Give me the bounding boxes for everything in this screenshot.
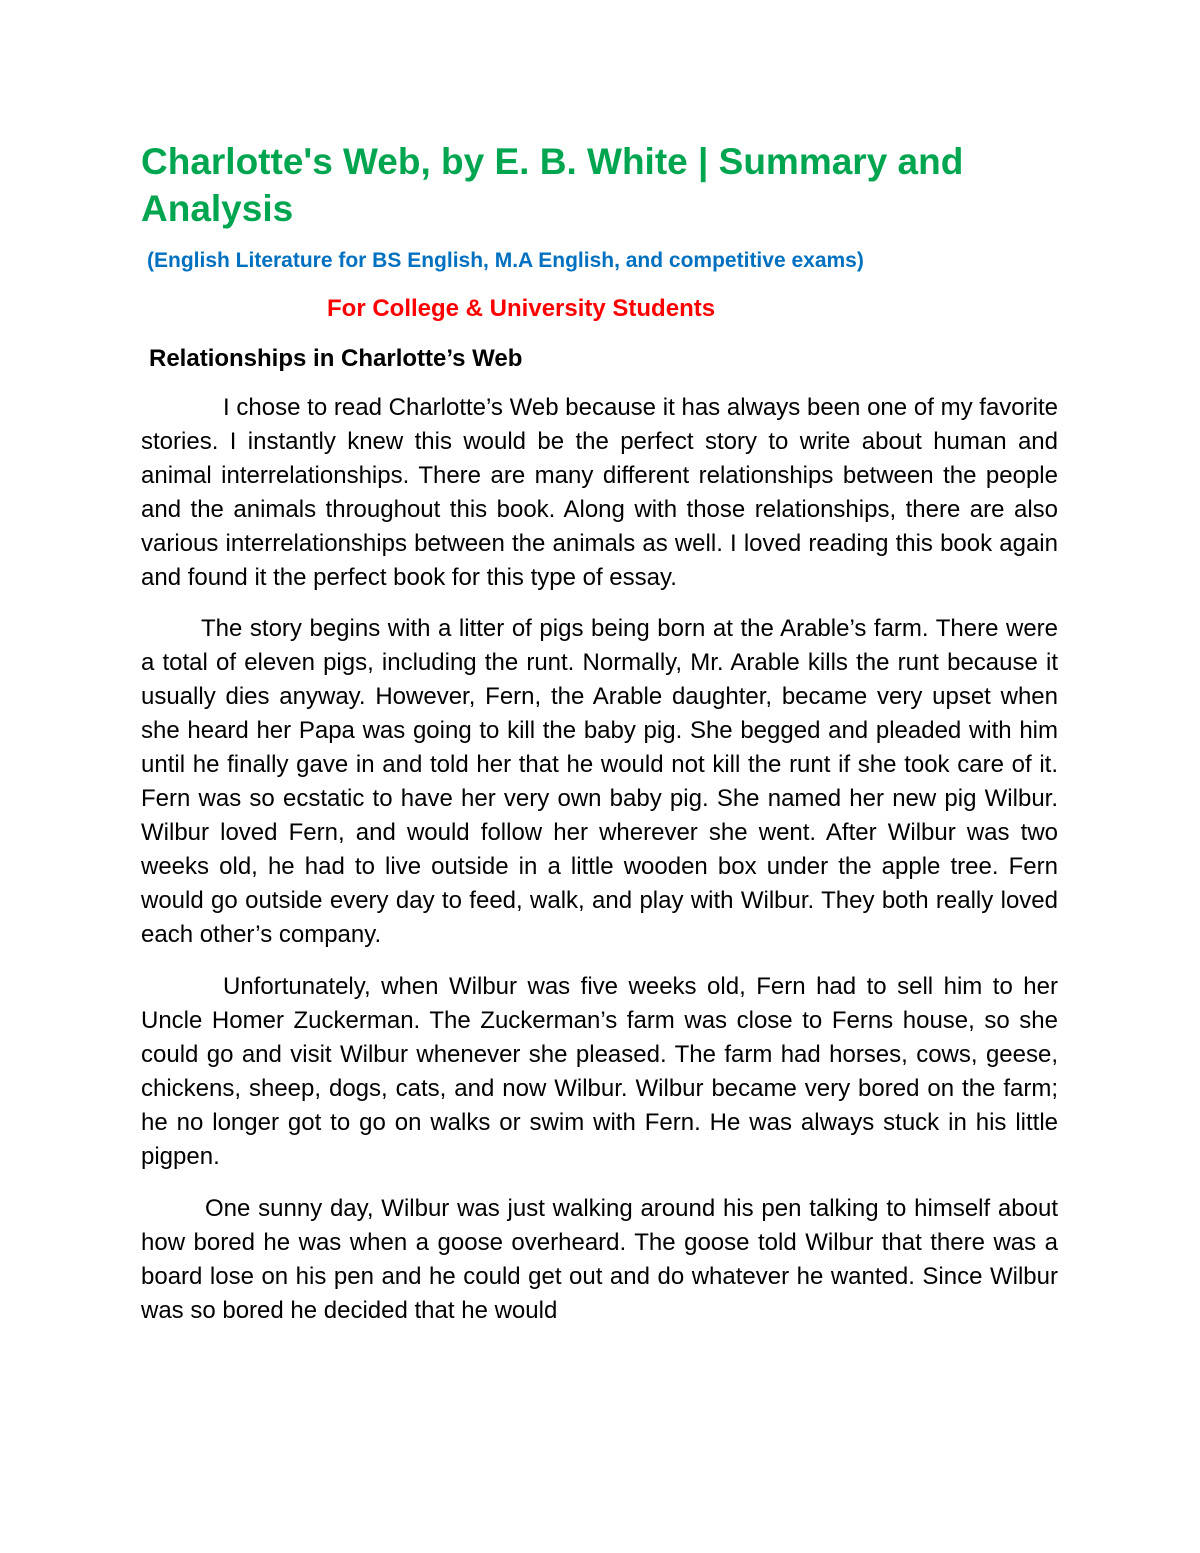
paragraph-3-emphasis: to her Uncle Homer Zuckerman. The Zuckerman’s farm was close to Ferns (141, 973, 1058, 1034)
document-page (141, 138, 1058, 1328)
paragraph-3-lead: Unfortunately, when Wilbur was five weeks old, Fern had to sell him (223, 973, 993, 1000)
section-heading: Relationships in Charlotte’s Web (149, 345, 523, 372)
paragraph-4-lead: One sunny day, Wilbur was just walking around his pen talking to (205, 1195, 907, 1222)
paragraph-2-tail: really loved each other’s company. (141, 887, 1058, 948)
paragraph-4 (141, 1192, 1058, 1328)
paragraph-1-lead: I chose to read Charlotte’s Web because it has always been one of (223, 394, 934, 421)
paragraph-1-body: my favorite stories. I instantly knew this would be the perfect story to write about human and animal interrelationships. There are many different relationships between the people and the animals throughout this book. Along with those relationships, there are also various interrelationships between the animals as well. I loved reading this book again and found it the perfect book for this type of essay. (141, 394, 1058, 591)
audience-line: For College & University Students (327, 295, 716, 322)
paragraph-2-body: There were a total of eleven pigs, including the runt. Normally, Mr. Arable kills the runt because it usually dies anyway. However, Fern, the Arable daughter, became very upset when she heard her Papa was going to kill the baby pig. She begged and pleaded with him until he finally gave in and told her that he would not kill the runt if she took care of it. Fern was so ecstatic to have her very own baby pig. She named her new pig Wilbur. Wilbur loved Fern, and would follow her wherever she went. After Wilbur was two weeks old, he had to live outside in a little wooden box under the apple tree. Fern would go outside every day to feed, walk, and play with Wilbur. They both (141, 615, 1059, 914)
document-title: Charlotte's Web, by E. B. White | Summary and Analysis (141, 141, 964, 229)
paragraph-2 (141, 612, 1058, 952)
document-subtitle: (English Literature for BS English, M.A English, and competitive exams) (147, 249, 864, 272)
paragraph-1 (141, 391, 1058, 595)
paragraph-2-lead: The story begins with a litter of pigs being born at the Arable’s farm. (201, 615, 929, 642)
paragraph-3 (141, 970, 1058, 1174)
paragraph-4-body: himself about how bored he was when a goose overheard. The goose told Wilbur that there was a board lose on his pen and he could get out and do whatever he wanted. Since Wilbur was so bored he decided that he would (141, 1195, 1058, 1324)
paragraph-3-body: house, so she could go and visit Wilbur whenever she pleased. The farm had horses, cows, geese, chickens, sheep, dogs, cats, and now Wilbur. Wilbur became very bored on the farm; he no longer got to go on walks or swim with Fern. He was always stuck in his little pigpen. (141, 1007, 1058, 1170)
